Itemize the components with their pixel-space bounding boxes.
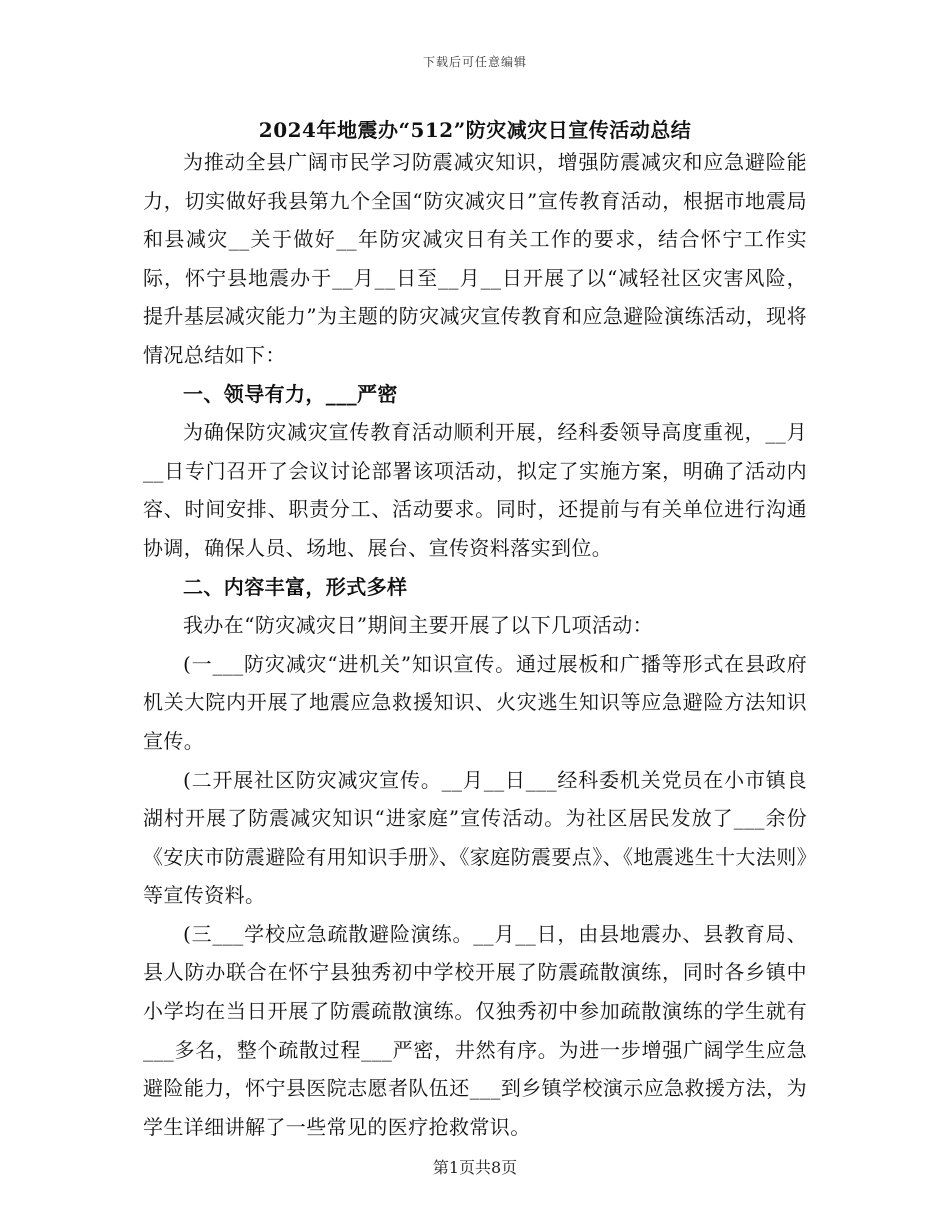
- activity-item-1: (一___防灾减灾“进机关”知识宣传。通过展板和广播等形式在县政府机关大院内开展了地震应急救援知识、火灾逃生知识等应急避险方法知识宣传。: [143, 651, 807, 753]
- section-2-intro: 我办在“防灾减灾日”期间主要开展了以下几项活动：: [183, 613, 654, 638]
- section-heading-1: 一、领导有力，___严密: [183, 381, 398, 406]
- section-heading-2: 二、内容丰富，形式多样: [183, 574, 408, 599]
- document-body: [143, 143, 807, 1146]
- header-note: 下载后可任意编辑: [422, 55, 527, 69]
- activity-item-3: (三___学校应急疏散避险演练。__月__日，由县地震办、县教育局、县人防办联合在怀宁县独秀初中学校开展了防震疏散演练，同时各乡镇中小学均在当日开展了防震疏散演练。仅独秀初中参加疏散演练的学生就有___多名，整个疏散过程___严密，井然有序。为进一步增强广阔学生应急避险能力，怀宁县医院志愿者队伍还___到乡镇学校演示应急救援方法，为学生详细讲解了一些常见的医疗抢救常识。: [143, 921, 807, 1139]
- activity-item-2: (二开展社区防灾减灾宣传。__月__日___经科委机关党员在小市镇良湖村开展了防震减灾知识“进家庭”宣传活动。为社区居民发放了___余份《安庆市防震避险有用知识手册》、《家庭防震要点》、《地震逃生十大法则》等宣传资料。: [143, 767, 807, 908]
- section-1-paragraph: 为确保防灾减灾宣传教育活动顺利开展，经科委领导高度重视，__月__日专门召开了会议讨论部署该项活动，拟定了实施方案，明确了活动内容、时间安排、职责分工、活动要求。同时，还提前与有关单位进行沟通协调，确保人员、场地、展台、宣传资料落实到位。: [143, 420, 807, 560]
- intro-paragraph: 为推动全县广阔市民学习防震减灾知识，增强防震减灾和应急避险能力，切实做好我县第九个全国“防灾减灾日”宣传教育活动，根据市地震局和县减灾__关于做好__年防灾减灾日有关工作的要求，结合怀宁工作实际，怀宁县地震办于__月__日至__月__日开展了以“减轻社区灾害风险，提升基层减灾能力”为主题的防灾减灾宣传教育和应急避险演练活动，现将情况总结如下：: [143, 150, 807, 367]
- document-title: 2024年地震办“512”防灾减灾日宣传活动总结: [258, 118, 692, 142]
- page-number: 第1页共8页: [432, 1158, 518, 1177]
